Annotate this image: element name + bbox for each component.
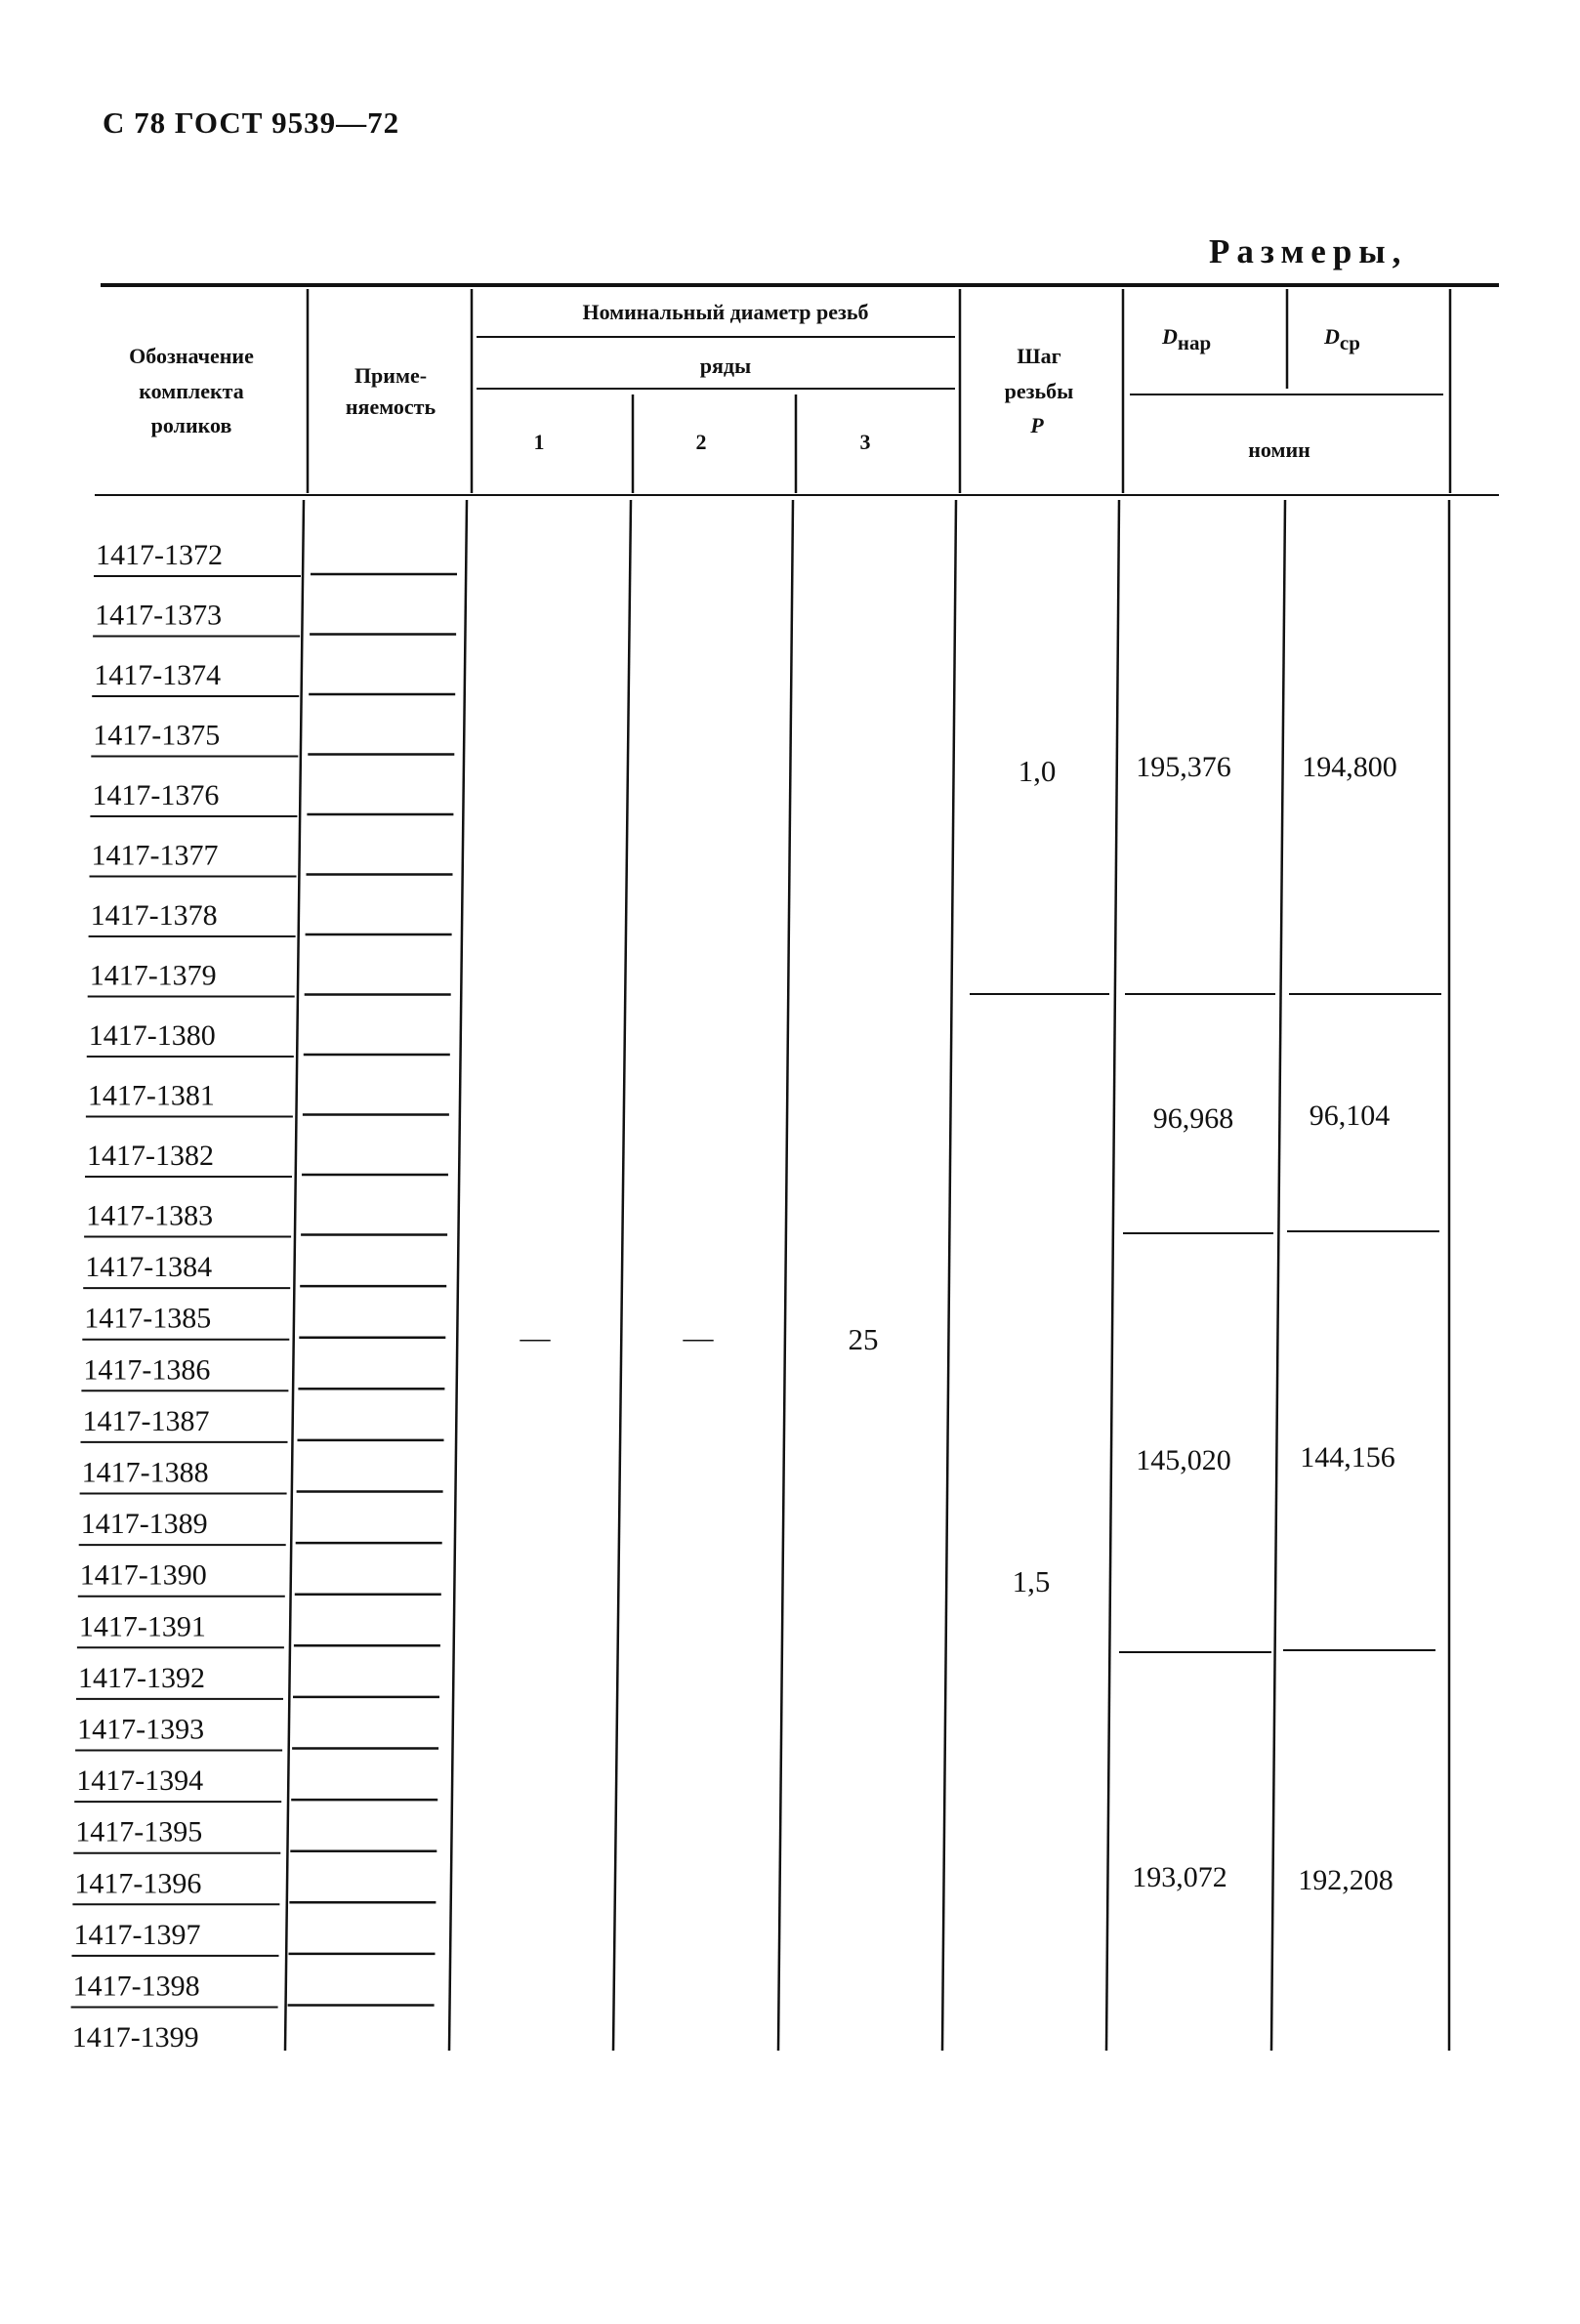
col-pitch-line3: P	[1030, 413, 1044, 437]
designation-rows	[71, 539, 301, 2054]
col-applicability-line1: Приме-	[353, 363, 428, 388]
designation-cell: 1417-1382	[87, 1140, 214, 1172]
d-outer-group-1: 195,376	[1136, 751, 1231, 783]
col-row-1: 1	[533, 430, 545, 454]
designation-cell: 1417-1373	[95, 599, 223, 632]
designation-cell: 1417-1397	[73, 1918, 201, 1951]
d-outer-group-3: 145,020	[1136, 1444, 1231, 1476]
designation-cell: 1417-1386	[83, 1353, 211, 1387]
col-designation-line2: комплекта	[139, 379, 244, 403]
designation-cell: 1417-1375	[93, 719, 221, 752]
designation-cell: 1417-1390	[79, 1558, 207, 1592]
col-d-outer: Dнар	[1162, 324, 1212, 354]
d-outer-group-2: 96,968	[1152, 1102, 1234, 1135]
applicability-lines	[288, 574, 457, 2006]
designation-cell: 1417-1383	[86, 1199, 214, 1232]
col-rows-label: ряды	[699, 353, 752, 378]
designation-cell: 1417-1392	[78, 1661, 205, 1694]
designation-cell: 1417-1384	[85, 1251, 213, 1284]
col-designation-line3: роликов	[150, 413, 232, 437]
designation-cell: 1417-1399	[71, 2021, 199, 2054]
designation-cell: 1417-1387	[82, 1404, 210, 1437]
d-mid-group-2: 96,104	[1309, 1100, 1391, 1132]
designation-cell: 1417-1376	[92, 779, 220, 811]
units-caption: Размеры,	[1209, 232, 1408, 270]
column-rules	[285, 289, 1450, 2051]
designation-cell: 1417-1398	[72, 1970, 200, 2003]
d-mid-group-4: 192,208	[1298, 1864, 1393, 1896]
designation-cell: 1417-1379	[89, 959, 217, 992]
pitch-value-2: 1,5	[1012, 1564, 1051, 1598]
d-mid-group-3: 144,156	[1300, 1441, 1395, 1473]
header-text	[129, 300, 1360, 462]
designation-cell: 1417-1388	[81, 1456, 209, 1489]
page-header: С 78 ГОСТ 9539—72	[103, 105, 400, 140]
designation-cell: 1417-1372	[96, 539, 223, 571]
designation-cell: 1417-1391	[78, 1610, 206, 1643]
col-designation-line1: Обозначение	[129, 344, 254, 368]
designation-cell: 1417-1381	[87, 1079, 215, 1112]
designation-cell: 1417-1374	[94, 659, 222, 691]
d-mid-group-1: 194,800	[1302, 751, 1397, 783]
series-2-value: —	[683, 1320, 714, 1354]
col-row-2: 2	[695, 430, 707, 454]
col-row-3: 3	[859, 430, 871, 454]
designation-cell: 1417-1395	[75, 1815, 203, 1848]
pitch-value-1: 1,0	[1018, 754, 1057, 788]
designation-cell: 1417-1396	[74, 1867, 202, 1900]
d-outer-group-4: 193,072	[1132, 1861, 1227, 1893]
series-1-value: —	[520, 1320, 551, 1354]
designation-cell: 1417-1378	[90, 899, 218, 932]
designation-cell: 1417-1389	[80, 1508, 208, 1541]
col-d-mid: Dср	[1324, 324, 1360, 354]
designation-cell: 1417-1394	[76, 1764, 204, 1798]
col-nominal-diameter: Номинальный диаметр резьб	[582, 300, 869, 324]
col-nominal: номин	[1248, 437, 1310, 462]
col-applicability-line2: няемость	[345, 394, 437, 419]
designation-cell: 1417-1380	[88, 1019, 216, 1052]
designation-cell: 1417-1385	[84, 1302, 212, 1335]
col-pitch-line1: Шаг	[1017, 344, 1061, 368]
col-pitch-line2: резьбы	[1004, 379, 1074, 403]
designation-cell: 1417-1393	[77, 1713, 205, 1746]
series-3-value: 25	[848, 1322, 879, 1356]
designation-cell: 1417-1377	[91, 839, 219, 872]
